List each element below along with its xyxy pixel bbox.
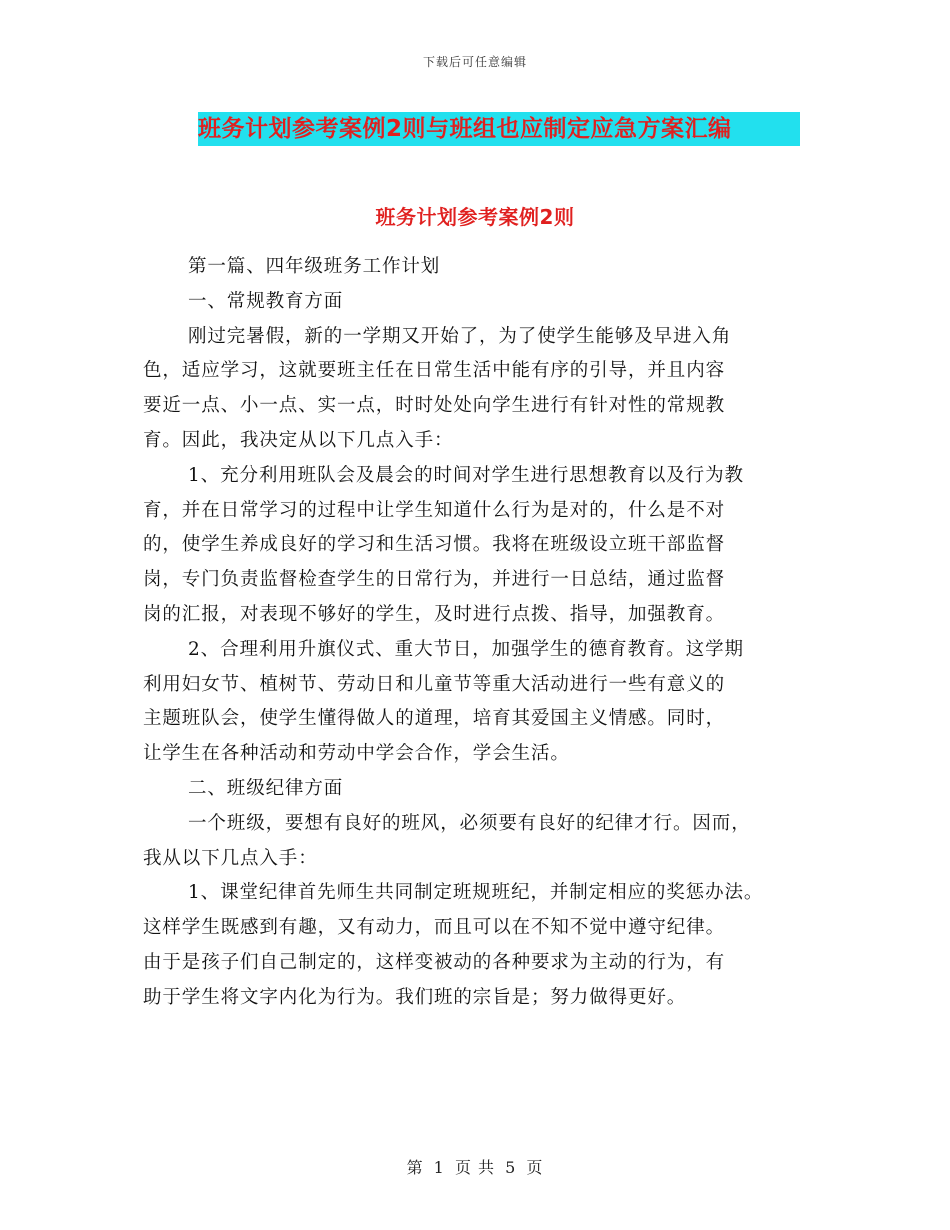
body-line: 刚过完暑假，新的一学期又开始了，为了使学生能够及早进入角 bbox=[188, 325, 732, 347]
body-line: 2、合理利用升旗仪式、重大节日，加强学生的德育教育。这学期 bbox=[188, 638, 744, 660]
body-line: 一、常规教育方面 bbox=[188, 290, 344, 312]
body-line: 色，适应学习，这就要班主任在日常生活中能有序的引导，并且内容 bbox=[143, 360, 726, 382]
body-line: 这样学生既感到有趣，又有动力，而且可以在不知不觉中遵守纪律。 bbox=[143, 917, 726, 939]
body-line: 要近一点、小一点、实一点，时时处处向学生进行有针对性的常规教 bbox=[143, 395, 726, 417]
sub-title: 班务计划参考案例2则 bbox=[375, 205, 575, 229]
body-line: 育，并在日常学习的过程中让学生知道什么行为是对的，什么是不对 bbox=[143, 499, 726, 521]
footer-suffix: 页 bbox=[526, 1158, 544, 1177]
header-note: 下载后可任意编辑 bbox=[422, 55, 527, 69]
main-title-highlight bbox=[198, 112, 800, 146]
body-line: 育。因此，我决定从以下几点入手： bbox=[143, 429, 454, 451]
footer-middle: 页 共 bbox=[454, 1158, 496, 1177]
body-line: 让学生在各种活动和劳动中学会合作，学会生活。 bbox=[143, 743, 570, 765]
body-line: 我从以下几点入手： bbox=[143, 847, 318, 869]
body-line: 利用妇女节、植树节、劳动日和儿童节等重大活动进行一些有意义的 bbox=[143, 673, 726, 695]
footer-total-pages: 5 bbox=[505, 1158, 517, 1177]
body-line: 岗，专门负责监督检查学生的日常行为，并进行一日总结，通过监督 bbox=[143, 569, 726, 591]
body-line: 的，使学生养成良好的学习和生活习惯。我将在班级设立班干部监督 bbox=[143, 534, 726, 556]
body-line: 主题班队会，使学生懂得做人的道理，培育其爱国主义情感。同时， bbox=[143, 708, 726, 730]
body-line: 1、课堂纪律首先师生共同制定班规班纪，并制定相应的奖惩办法。 bbox=[188, 882, 764, 904]
main-title: 班务计划参考案例2则与班组也应制定应急方案汇编 bbox=[198, 116, 732, 142]
footer-prefix: 第 bbox=[406, 1158, 424, 1177]
page-footer bbox=[0, 1155, 950, 1178]
body-line: 岗的汇报，对表现不够好的学生，及时进行点拨、指导，加强教育。 bbox=[143, 603, 726, 625]
body-line: 1、充分利用班队会及晨会的时间对学生进行思想教育以及行为教 bbox=[188, 464, 744, 486]
body-line: 助于学生将文字内化为行为。我们班的宗旨是；努力做得更好。 bbox=[143, 986, 687, 1008]
body-text bbox=[143, 250, 833, 1016]
body-line: 第一篇、四年级班务工作计划 bbox=[188, 256, 441, 277]
body-line: 二、班级纪律方面 bbox=[188, 777, 344, 799]
body-line: 由于是孩子们自己制定的，这样变被动的各种要求为主动的行为，有 bbox=[143, 951, 726, 973]
body-line: 一个班级，要想有良好的班风，必须要有良好的纪律才行。因而， bbox=[188, 812, 751, 834]
footer-page-number: 1 bbox=[433, 1158, 445, 1177]
